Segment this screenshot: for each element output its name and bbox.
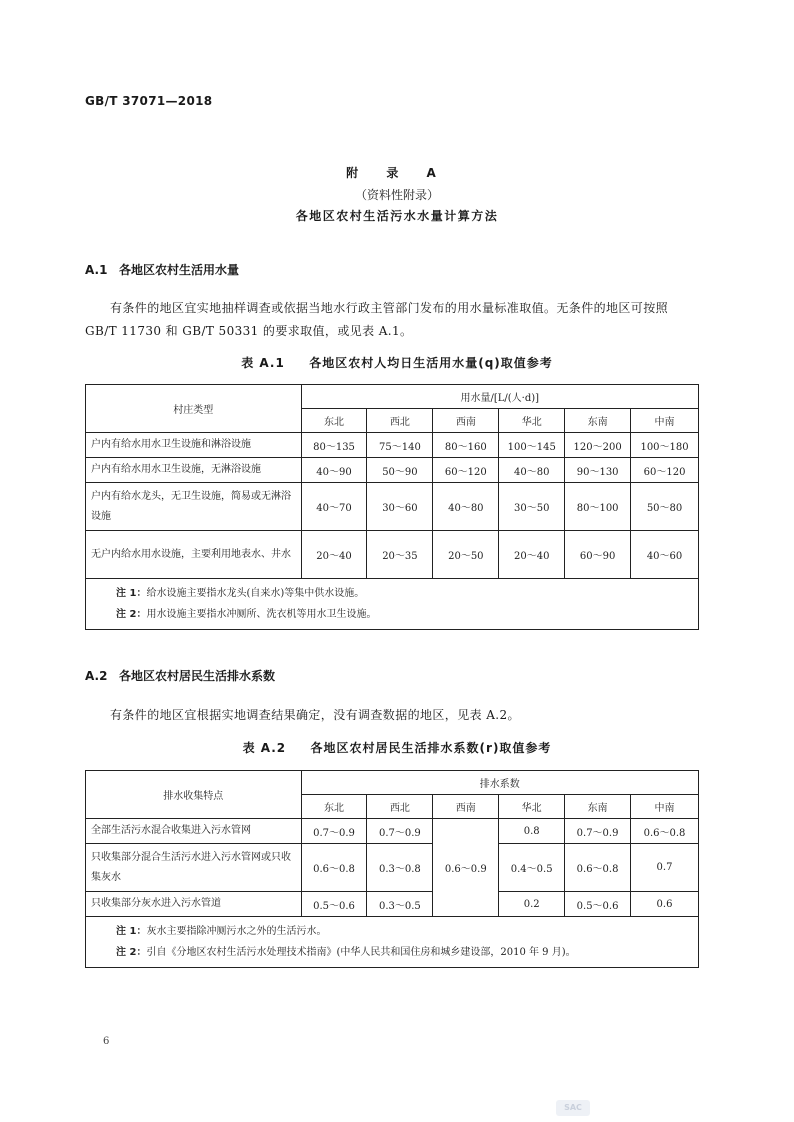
table-a1-row-header: 村庄类型 [86,385,302,433]
table-a2-region-header: 东北 [301,795,367,819]
table-a1-region-header: 中南 [631,409,699,433]
section-a1-heading [85,261,239,278]
note-text: 灰水主要指除冲厕污水之外的生活污水。 [146,926,327,937]
table-row [86,819,699,844]
table-cell: 30～50 [499,483,565,531]
table-cell: 80～100 [565,483,631,531]
appendix-heading: 各地区农村生活污水水量计算方法 [295,209,499,223]
table-cell: 0.4～0.5 [499,844,565,892]
table-cell: 60～90 [565,531,631,579]
table-a2-region-header: 西北 [367,795,433,819]
table-cell: 0.7 [631,844,699,892]
section-a1-number: A.1 [85,263,108,277]
table-a2-row-header: 排水收集特点 [86,771,302,819]
page-number: 6 [103,1036,110,1047]
table-cell: 60～120 [631,458,699,483]
table-cell: 40～60 [631,531,699,579]
table-cell: 0.6～0.8 [301,844,367,892]
table-cell: 20～40 [301,531,367,579]
table-cell: 20～50 [433,531,499,579]
table-a2-caption-prefix: 表 A.2 [242,741,287,755]
table-row [86,433,699,458]
table-cell: 40～80 [499,458,565,483]
table-cell: 75～140 [367,433,433,458]
standard-code: GB/T 37071—2018 [85,94,213,108]
table-cell: 0.6～0.8 [631,819,699,844]
table-cell: 0.8 [499,819,565,844]
table-cell: 90～130 [565,458,631,483]
table-a2-note [116,942,692,963]
note-text: 引自《分地区农村生活污水处理技术指南》(中华人民共和国住房和城乡建设部，2010 年 9 月)。 [146,947,576,958]
table-row [86,844,699,892]
table-cell: 30～60 [367,483,433,531]
table-a1 [85,384,699,630]
table-a1-caption-title: 各地区农村人均日生活用水量(q)取值参考 [309,356,553,370]
table-cell: 0.3～0.5 [367,892,433,917]
table-a2-caption [0,739,794,756]
table-a2-region-header: 西南 [433,795,499,819]
section-a1-title: 各地区农村生活用水量 [119,263,240,277]
table-cell: 80～160 [433,433,499,458]
table-a2-region-header: 华北 [499,795,565,819]
table-cell: 0.6 [631,892,699,917]
section-a1-paragraph: 有条件的地区宜实地抽样调查或依据当地水行政主管部门发布的用水量标准取值。无条件的地区可按照 GB/T 11730 和 GB/T 50331 的要求取值，或见表 A.1。 [85,301,669,338]
table-a1-row-label: 户内有给水用水卫生设施，无淋浴设施 [86,458,302,483]
sac-watermark-logo: SAC [556,1100,590,1116]
table-a2 [85,770,699,968]
table-a1-note [116,583,692,604]
table-cell: 0.5～0.6 [565,892,631,917]
table-cell: 0.2 [499,892,565,917]
note-label: 注 2： [116,609,147,620]
table-a1-region-header: 东南 [565,409,631,433]
table-cell: 0.7～0.9 [367,819,433,844]
table-row [86,458,699,483]
table-a2-notes [86,917,699,968]
table-a1-region-header: 西北 [367,409,433,433]
table-a1-caption-prefix: 表 A.1 [241,356,285,370]
table-a1-row-label: 无户内给水用水设施，主要利用地表水、井水 [86,531,302,579]
table-a1-row-label: 户内有给水用水卫生设施和淋浴设施 [86,433,302,458]
table-a2-row-label: 只收集部分灰水进入污水管道 [86,892,302,917]
note-label: 注 1： [116,926,147,937]
table-a2-row-label: 全部生活污水混合收集进入污水管网 [86,819,302,844]
table-a2-region-header: 东南 [565,795,631,819]
table-a2-caption-title: 各地区农村居民生活排水系数(r)取值参考 [310,741,552,755]
note-text: 用水设施主要指水冲厕所、洗衣机等用水卫生设施。 [146,609,377,620]
table-cell: 60～120 [433,458,499,483]
table-cell: 0.7～0.9 [565,819,631,844]
table-a1-notes [86,579,699,630]
table-a1-row-label: 户内有给水龙头，无卫生设施，简易或无淋浴设施 [86,483,302,531]
section-a2-title: 各地区农村居民生活排水系数 [119,669,276,683]
table-a1-region-header: 西南 [433,409,499,433]
table-cell: 50～80 [631,483,699,531]
table-a2-note [116,921,692,942]
table-cell: 100～180 [631,433,699,458]
table-cell: 0.6～0.8 [565,844,631,892]
table-cell: 40～90 [301,458,367,483]
table-a2-row-label: 只收集部分混合生活污水进入污水管网或只收集灰水 [86,844,302,892]
section-a2-heading [85,667,275,684]
table-row [86,892,699,917]
table-a1-group-header: 用水量/[L/(人·d)] [301,385,698,409]
table-cell: 100～145 [499,433,565,458]
table-cell: 80～135 [301,433,367,458]
table-cell: 40～70 [301,483,367,531]
table-cell: 0.7～0.9 [301,819,367,844]
table-cell-southwest-merged: 0.6～0.9 [433,819,499,917]
appendix-title: 附 录 A [346,166,448,180]
table-cell: 20～40 [499,531,565,579]
table-a2-region-header: 中南 [631,795,699,819]
table-cell: 0.3～0.8 [367,844,433,892]
table-row [86,483,699,531]
note-label: 注 1： [116,588,147,599]
section-a2-number: A.2 [85,669,108,683]
table-cell: 20～35 [367,531,433,579]
table-a2-group-header: 排水系数 [301,771,698,795]
note-label: 注 2： [116,947,147,958]
table-a1-note [116,604,692,625]
table-a1-caption [0,354,794,371]
table-a1-region-header: 华北 [499,409,565,433]
table-cell: 40～80 [433,483,499,531]
table-cell: 50～90 [367,458,433,483]
appendix-type: （资料性附录） [354,188,439,202]
note-text: 给水设施主要指水龙头(自来水)等集中供水设施。 [146,588,365,599]
section-a2-paragraph: 有条件的地区宜根据实地调查结果确定，没有调查数据的地区，见表 A.2。 [110,708,520,722]
table-row [86,531,699,579]
table-a1-region-header: 东北 [301,409,367,433]
table-cell: 120～200 [565,433,631,458]
table-cell: 0.5～0.6 [301,892,367,917]
